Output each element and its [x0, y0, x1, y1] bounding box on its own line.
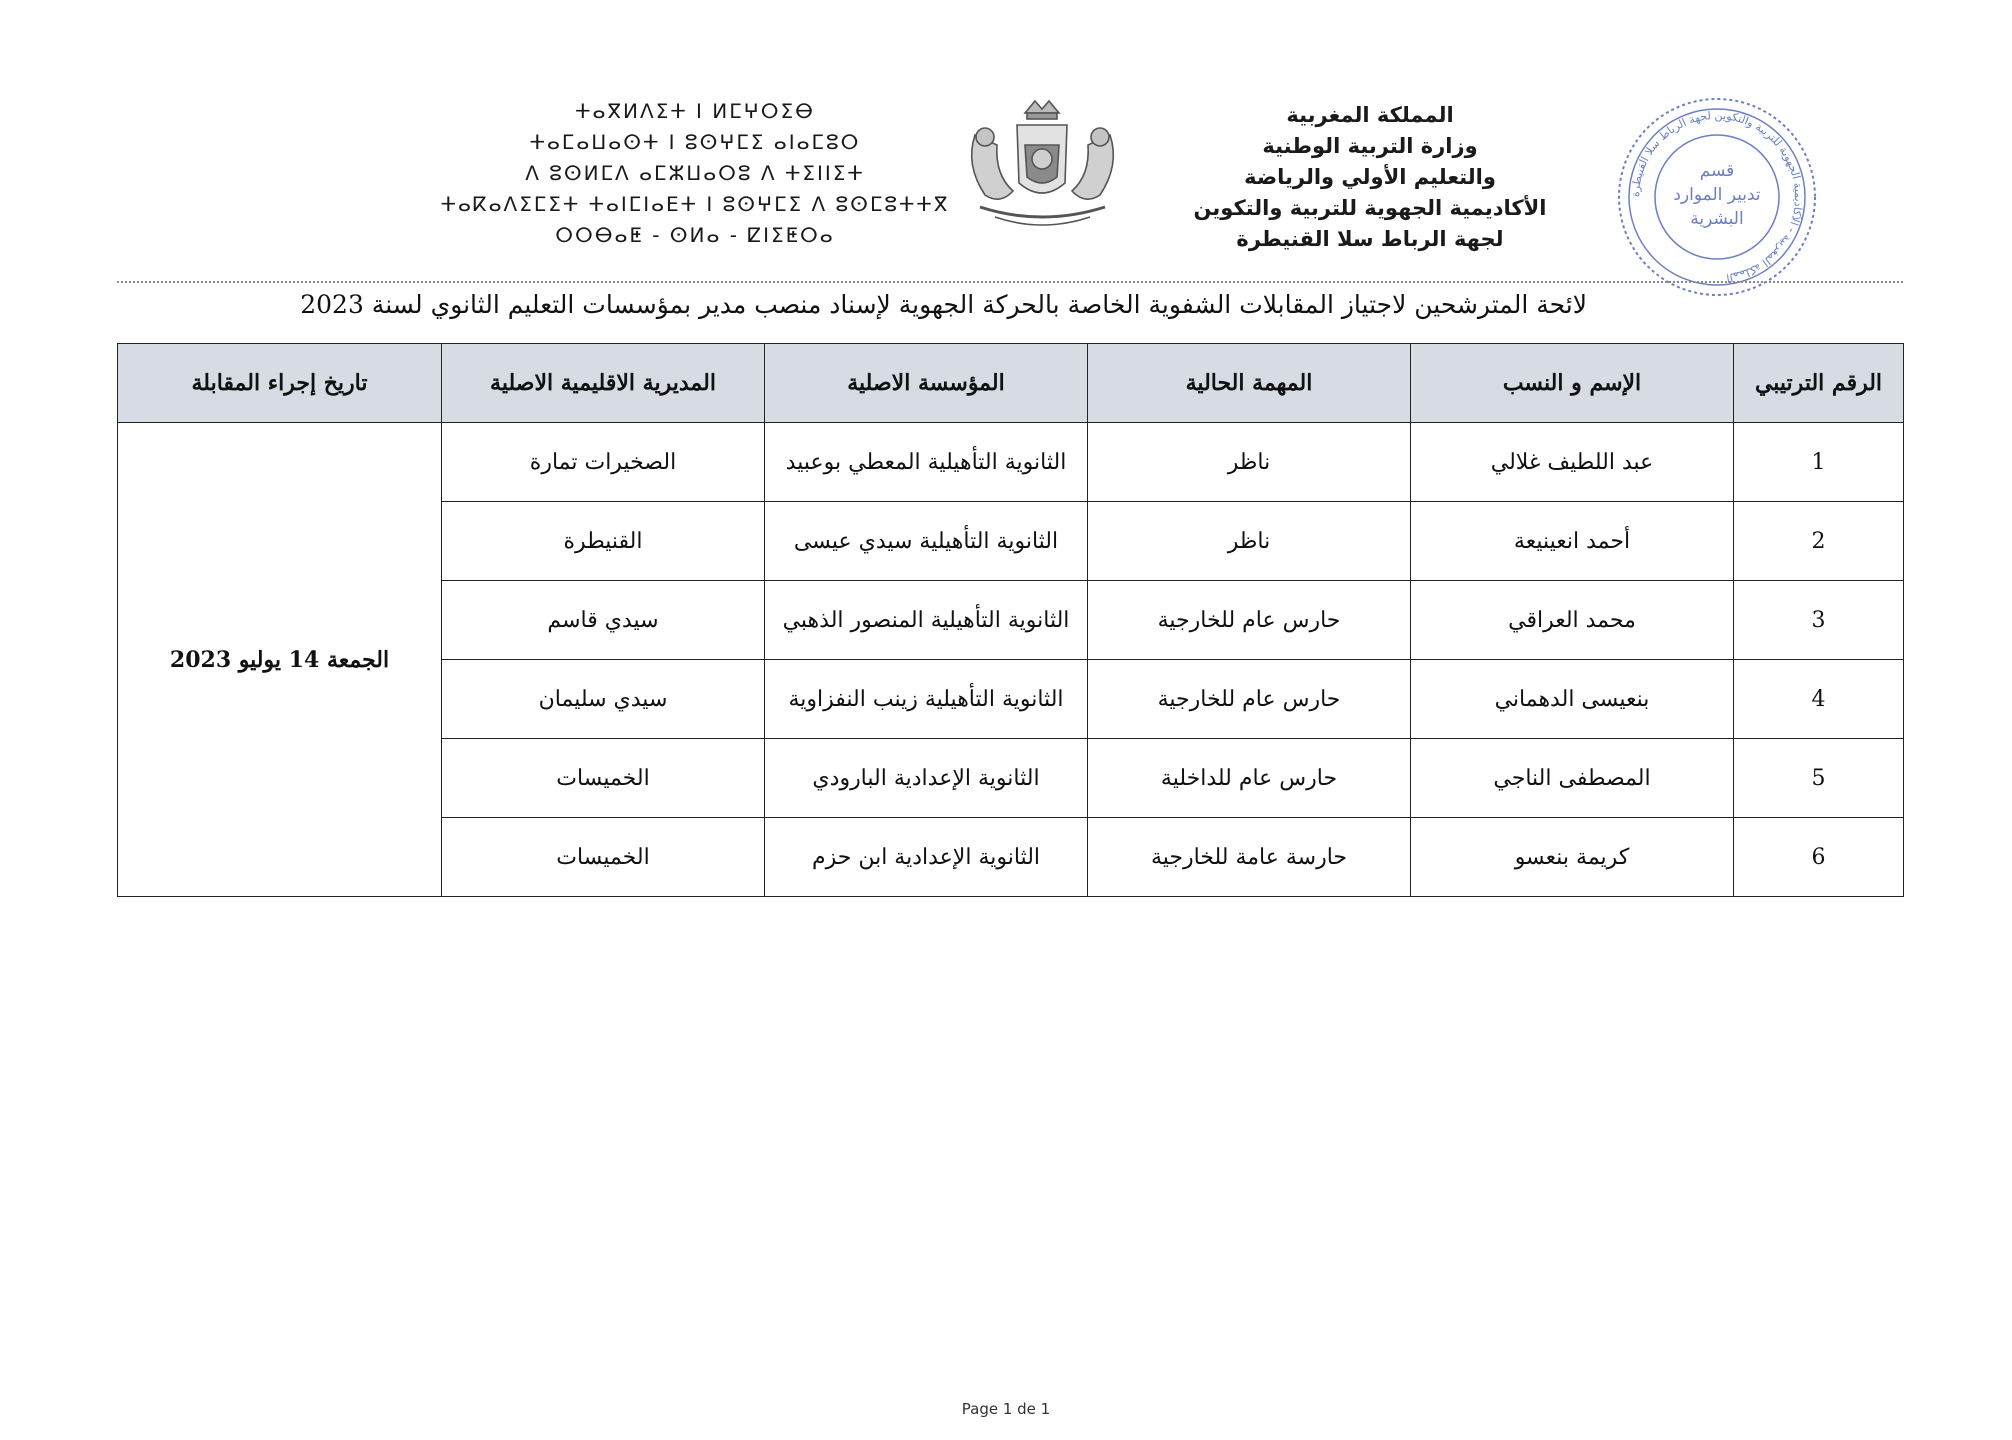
stamp-line: قسم	[1699, 161, 1735, 181]
cell-name: كريمة بنعسو	[1411, 818, 1734, 897]
cell-job: حارس عام للخارجية	[1088, 660, 1411, 739]
header-divider	[117, 281, 1903, 283]
column-header-name: الإسم و النسب	[1411, 344, 1734, 423]
cell-name: بنعيسى الدهماني	[1411, 660, 1734, 739]
arabic-line: والتعليم الأولي والرياضة	[1244, 165, 1496, 189]
page-number: Page 1 de 1	[961, 1400, 1051, 1418]
cell-num: 5	[1734, 739, 1904, 818]
cell-job: حارس عام للداخلية	[1088, 739, 1411, 818]
arabic-line: وزارة التربية الوطنية	[1262, 134, 1478, 158]
stamp-line: البشرية	[1690, 209, 1744, 229]
tifinagh-line: ⵜⴰⵎⴰⵡⴰⵙⵜ ⵏ ⵓⵙⵖⵎⵉ ⴰⵏⴰⵎⵓⵔ	[529, 130, 861, 154]
cell-institution: الثانوية التأهيلية المنصور الذهبي	[765, 581, 1088, 660]
cell-name: المصطفى الناجي	[1411, 739, 1734, 818]
cell-directorate: سيدي سليمان	[442, 660, 765, 739]
cell-institution: الثانوية الإعدادية البارودي	[765, 739, 1088, 818]
official-stamp-icon	[1615, 92, 1820, 302]
cell-num: 6	[1734, 818, 1904, 897]
header-tifinagh	[440, 96, 950, 251]
column-header-date: تاريخ إجراء المقابلة	[118, 344, 442, 423]
column-header-directorate: المديرية الاقليمية الاصلية	[442, 344, 765, 423]
cell-num: 1	[1734, 423, 1904, 502]
candidates-table	[117, 343, 1904, 897]
column-header-institution: المؤسسة الاصلية	[765, 344, 1088, 423]
stamp-line: تدبير الموارد	[1673, 185, 1761, 205]
cell-job: ناظر	[1088, 423, 1411, 502]
arabic-line: المملكة المغربية	[1286, 103, 1454, 127]
cell-name: أحمد انعينيعة	[1411, 502, 1734, 581]
cell-job: ناظر	[1088, 502, 1411, 581]
tifinagh-line: ⵜⴰⴽⴰⴷⵉⵎⵉⵜ ⵜⴰⵏⵎⵏⴰⴹⵜ ⵏ ⵓⵙⵖⵎⵉ ⴷ ⵓⵙⵎⵓⵜⵜⴳ	[440, 192, 950, 216]
arabic-line: الأكاديمية الجهوية للتربية والتكوين	[1193, 196, 1547, 220]
table-header-row	[118, 344, 1904, 423]
cell-institution: الثانوية التأهيلية زينب النفزاوية	[765, 660, 1088, 739]
tifinagh-line: ⵔⵔⴱⴰⵟ - ⵙⵍⴰ - ⵇⵏⵉⵟⵔⴰ	[555, 223, 835, 247]
stamp-ring-text: المملكة المغربية - الأكاديمية الجهوية للتربية والتكوين لجهة الرباط سلا القنيطرة	[1628, 108, 1806, 285]
column-header-job: المهمة الحالية	[1088, 344, 1411, 423]
tifinagh-line: ⴷ ⵓⵙⵍⵎⴷ ⴰⵎⵣⵡⴰⵔⵓ ⴷ ⵜⵉⵏⵏⵉⵜ	[525, 161, 865, 185]
tifinagh-line: ⵜⴰⴳⵍⴷⵉⵜ ⵏ ⵍⵎⵖⵔⵉⴱ	[575, 99, 815, 123]
document-title: لائحة المترشحين لاجتياز المقابلات الشفوية الخاصة بالحركة الجهوية لإسناد منصب مدير بمؤسسات التعليم الثانوي لسنة 2023	[300, 290, 1587, 319]
column-header-num: الرقم الترتيبي	[1734, 344, 1904, 423]
cell-institution: الثانوية التأهيلية سيدي عيسى	[765, 502, 1088, 581]
cell-job: حارس عام للخارجية	[1088, 581, 1411, 660]
cell-directorate: الخميسات	[442, 739, 765, 818]
cell-name: محمد العراقي	[1411, 581, 1734, 660]
header-arabic	[1125, 100, 1615, 255]
cell-num: 3	[1734, 581, 1904, 660]
cell-directorate: الصخيرات تمارة	[442, 423, 765, 502]
cell-institution: الثانوية الإعدادية ابن حزم	[765, 818, 1088, 897]
cell-job: حارسة عامة للخارجية	[1088, 818, 1411, 897]
arabic-line: لجهة الرباط سلا القنيطرة	[1236, 227, 1504, 251]
cell-num: 2	[1734, 502, 1904, 581]
table-row	[118, 423, 1904, 502]
cell-interview-date: الجمعة 14 يوليو 2023	[118, 423, 442, 897]
cell-directorate: الخميسات	[442, 818, 765, 897]
cell-num: 4	[1734, 660, 1904, 739]
cell-directorate: القنيطرة	[442, 502, 765, 581]
cell-name: عبد اللطيف غلالي	[1411, 423, 1734, 502]
cell-institution: الثانوية التأهيلية المعطي بوعبيد	[765, 423, 1088, 502]
royal-emblem-icon	[955, 95, 1130, 235]
cell-directorate: سيدي قاسم	[442, 581, 765, 660]
